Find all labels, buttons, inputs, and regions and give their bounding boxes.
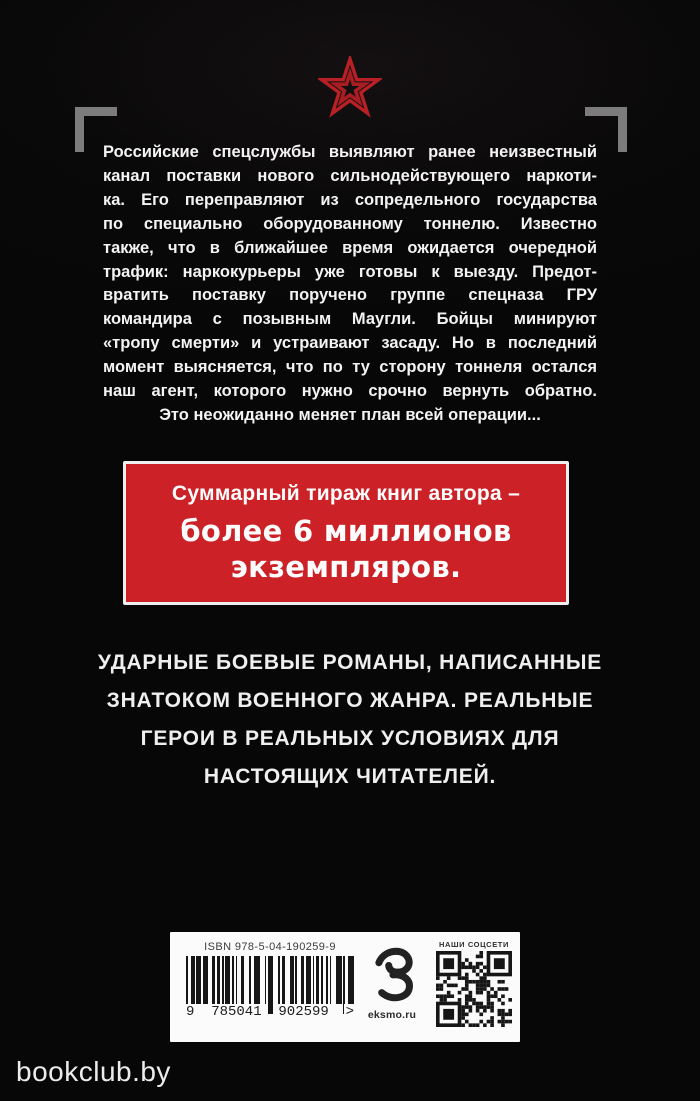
publisher-logo-block xyxy=(362,944,422,1021)
barcode-digits: 9 785041 902599 > xyxy=(186,1004,354,1020)
annotation-paragraph xyxy=(103,141,597,428)
annotation-line: командира с позывным Маугли. Бойцы минируют xyxy=(103,310,597,329)
print-run-badge xyxy=(123,461,569,605)
social-qr-block xyxy=(434,940,514,1032)
publisher-strip xyxy=(170,932,520,1042)
annotation-line: по специально оборудованному тоннелю. Известно xyxy=(103,214,597,233)
annotation-line: вратить поставку поручено группе спецназа ГРУ xyxy=(103,286,597,305)
qr-code-image xyxy=(436,951,512,1027)
tagline-line: ЗНАТОКОМ ВОЕННОГО ЖАНРА. РЕАЛЬНЫЕ xyxy=(106,689,594,712)
eksmo-logo-icon xyxy=(369,989,415,1006)
bookclub-watermark: bookclub.by xyxy=(16,1056,171,1087)
barcode-block xyxy=(182,941,358,1020)
annotation-line: «тропу смерти» и устраивают засаду. Но в последний xyxy=(103,334,597,353)
isbn-label: ISBN 978-5-04-190259-9 xyxy=(204,941,336,953)
red-star-icon xyxy=(318,56,382,120)
annotation-line: канал поставки нового сильнодействующего наркоти- xyxy=(103,166,597,185)
social-label: НАШИ СОЦСЕТИ xyxy=(439,940,509,949)
print-run-intro: Суммарный тираж книг автора – xyxy=(171,481,521,505)
annotation-line: Российские спецслужбы выявляют ранее неизвестный xyxy=(103,143,597,161)
tagline-line: УДАРНЫЕ БОЕВЫЕ РОМАНЫ, НАПИСАННЫЕ xyxy=(97,651,603,674)
series-tagline xyxy=(85,644,615,796)
annotation-line: трафик: наркокурьеры уже готовы к выезду. Предот- xyxy=(103,262,597,281)
publisher-site-label: eksmo.ru xyxy=(367,1009,417,1021)
annotation-line: ка. Его переправляют из сопредельного государства xyxy=(103,190,597,209)
annotation-line: Это неожиданно меняет план всей операции... xyxy=(159,405,541,424)
annotation-line: наш агент, которого нужно срочно вернуть обратно. xyxy=(103,382,597,401)
annotation-line: момент выясняется, что по ту сторону тоннеля остался xyxy=(103,358,597,377)
tagline-line: ГЕРОИ В РЕАЛЬНЫХ УСЛОВИЯХ ДЛЯ xyxy=(140,727,560,750)
tagline-line: НАСТОЯЩИХ ЧИТАТЕЛЕЙ. xyxy=(203,765,497,788)
annotation-line: также, что в ближайшее время ожидается очередной xyxy=(103,238,597,257)
print-run-headline-2: экземпляров. xyxy=(230,549,462,584)
print-run-headline-1: более 6 миллионов xyxy=(180,513,512,548)
